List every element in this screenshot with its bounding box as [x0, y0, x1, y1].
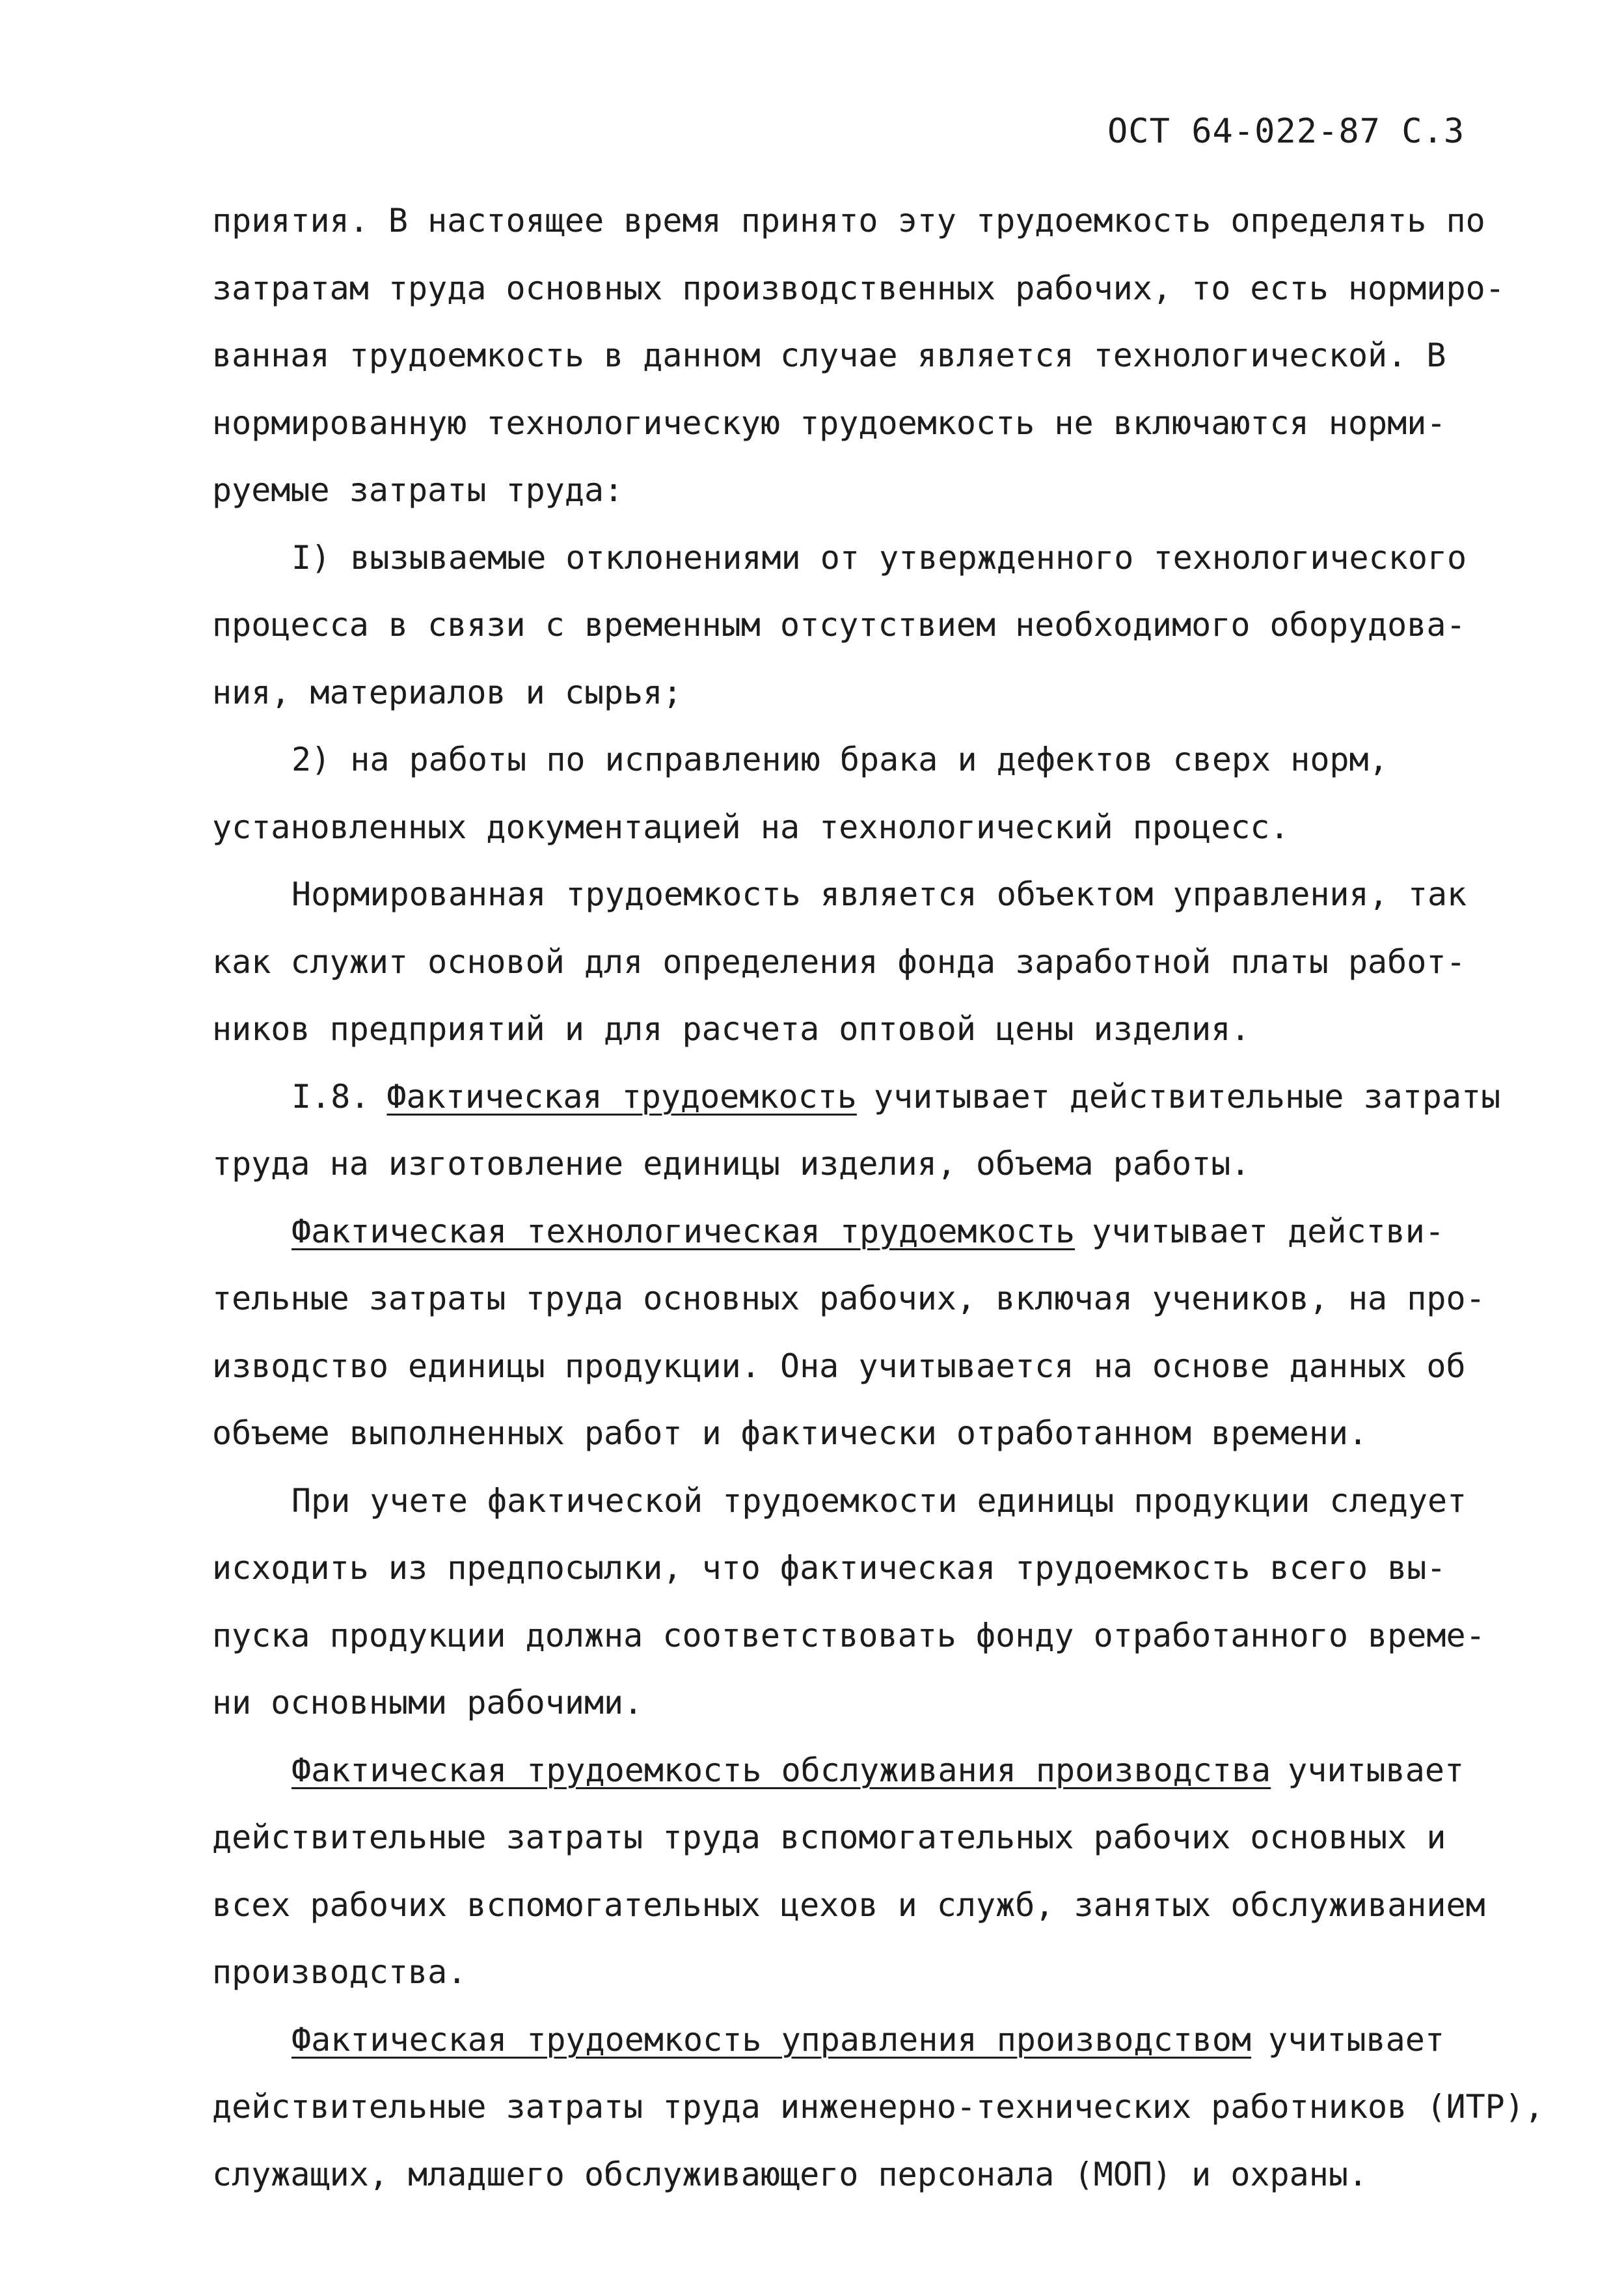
service-paragraph [212, 1737, 1578, 1805]
text-line: всех рабочих вспомогательных цехов и служб, занятых обслуживанием [212, 1885, 1485, 1924]
text-line: как служит основой для определения фонда заработной платы работ- [212, 942, 1466, 981]
text-line: тельные затраты труда основных рабочих, включая учеников, на про- [212, 1280, 1485, 1317]
text-line: действительные затраты труда вспомогательных рабочих основных и [212, 1818, 1446, 1856]
tech-paragraph [212, 1198, 1578, 1266]
section-text: учитывает действительные затраты [873, 1077, 1501, 1116]
text-line: нормированную технологическую трудоемкость не включаются норми- [212, 404, 1446, 442]
text-line: установленных документацией на технологический процесс. [212, 808, 1290, 846]
text-line: ни основными рабочими. [212, 1684, 643, 1721]
text-line: ния, материалов и сырья; [212, 673, 683, 711]
document-header: ОСТ 64-022-87 С.3 [1107, 112, 1465, 151]
defined-term: Фактическая технологическая трудоемкость [291, 1212, 1076, 1250]
text-line: руемые затраты труда: [212, 471, 624, 509]
paragraph-start: Нормированная трудоемкость является объектом управления, так [291, 875, 1467, 913]
text-line: пуска продукции должна соответствовать фонду отработанного време- [212, 1616, 1485, 1654]
text-line: объеме выполненных работ и фактически отработанном времени. [212, 1414, 1368, 1452]
text-line: процесса в связи с временным отсутствием необходимого оборудова- [212, 606, 1466, 644]
text-line: изводство единицы продукции. Она учитывается на основе данных об [212, 1347, 1466, 1385]
text-line: ванная трудоемкость в данном случае является технологической. В [212, 336, 1446, 374]
section-1-8 [212, 1063, 1578, 1131]
defined-term: Фактическая трудоемкость обслуживания производства [291, 1751, 1271, 1789]
defined-term: Фактическая трудоемкость управления производством [291, 2020, 1252, 2059]
text-line: приятия. В настоящее время принято эту трудоемкость определять по [212, 202, 1485, 240]
list-item-1: I) вызываемые отклонениями от утвержденного технологического [291, 538, 1467, 577]
section-text: учитывает действи- [1092, 1212, 1444, 1250]
defined-term: Фактическая трудоемкость [386, 1077, 857, 1116]
text-line: служащих, младшего обслуживающего персонала (МОП) и охраны. [212, 2155, 1368, 2193]
text-line: действительные затраты труда инженерно-технических работников (ИТР), [212, 2088, 1544, 2126]
section-number: I.8. [291, 1077, 370, 1116]
text-line: затратам труда основных производственных рабочих, то есть нормиро- [212, 269, 1505, 307]
section-text: учитывает [1288, 1751, 1465, 1789]
text-line: производства. [212, 1953, 467, 1991]
section-text: учитывает [1268, 2020, 1444, 2059]
text-line: исходить из предпосылки, что фактическая трудоемкость всего вы- [212, 1549, 1446, 1587]
text-line: ников предприятий и для расчета оптовой цены изделия. [212, 1010, 1251, 1048]
list-item-2: 2) на работы по исправлению брака и дефектов сверх норм, [291, 741, 1388, 778]
page-body [212, 187, 1578, 2208]
accounting-paragraph: При учете фактической трудоемкости единицы продукции следует [291, 1481, 1467, 1520]
management-paragraph [212, 2007, 1578, 2074]
text-line: труда на изготовление единицы изделия, объема работы. [212, 1145, 1251, 1183]
